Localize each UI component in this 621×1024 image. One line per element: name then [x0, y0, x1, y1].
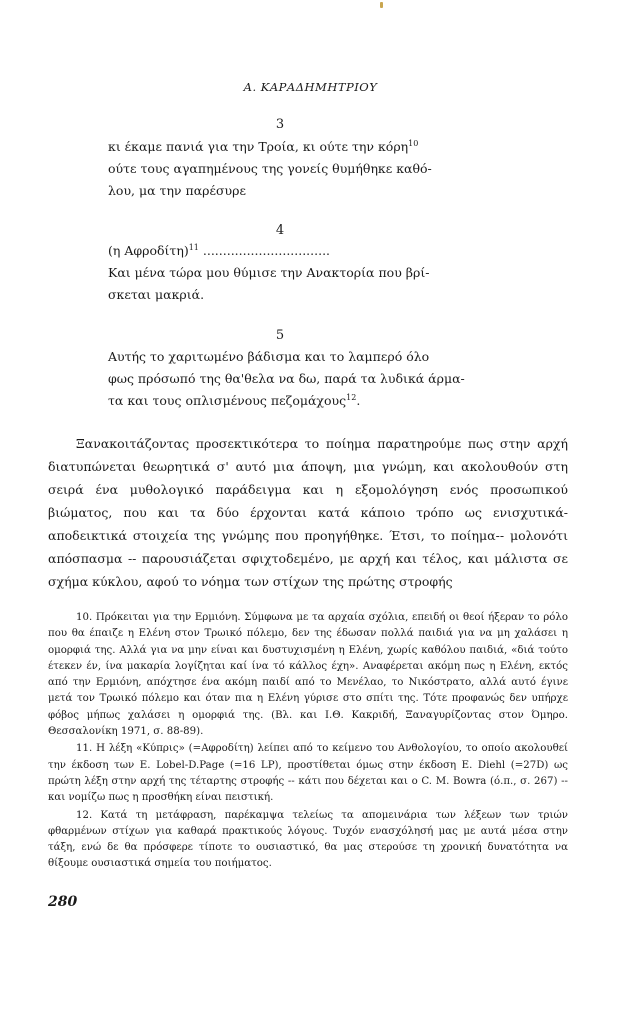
- verse-line: (η Αφροδίτη)$^{11}$ ................................: [108, 242, 331, 258]
- footnote-ref: 11: [188, 242, 199, 252]
- verse-line: κι έκαμε πανιά για την Τροία, κι ούτε την κόρη$^{10}$: [108, 138, 419, 154]
- footnote-10: 10. Πρόκειται για την Ερμιόνη. Σύμφωνα με τα αρχαία σχόλια, επειδή οι θεοί ήξεραν το ρόλο που θα έπαιζε η Ελένη στον Τρωικό πόλεμο, δεν της έδωσαν πολλά παιδιά για να μη χαλάσει η ομορφιά της. Αλλά για να μην είναι και δυστυχισμένη η Ελένη, χωρίς καθόλου παιδιά, «διά τούτο έτεκεν έν, ίνα μακαρία λογίζηται καί ίνα τό κάλλος έχη». Αναφέρεται ακόμη πως η Ελένη, εκτός από την Ερμιόνη, απόχτησε ένα ακόμη παιδί από το Μενέλαο, το Νικόστρατο, αλλά αυτό έγινε μετά τον Τρωικό πόλεμο και όταν πια η Ελένη γύρισε στο σπίτι της. Τότε προφανώς δεν υπήρχε φόβος μήπως χαλάσει η ομορφιά της. (Βλ. και Ι.Θ. Κακριδή, Ξαναγυρίζοντας στον Όμηρο. Θεσσαλονίκη 1971, σ. 88-89).: [48, 612, 568, 738]
- footnotes: [48, 610, 568, 874]
- stanza-number: 5: [275, 328, 285, 343]
- stanza-number: 3: [275, 117, 285, 132]
- stanza-4: [108, 240, 508, 306]
- stanza-5: [108, 346, 508, 412]
- verse-line: φως πρόσωπό της θα'θελα να δω, παρά τα λυδικά άρμα-: [108, 371, 465, 386]
- verse-line: ούτε τους αγαπημένους της γονείς θυμήθηκε καθό-: [108, 161, 432, 176]
- stanza-3: [108, 136, 508, 202]
- body-paragraph: Ξανακοιτάζοντας προσεκτικότερα το ποίημα παρατηρούμε πως στην αρχή διατυπώνεται θεωρητικά σ' αυτό μια άποψη, μια γνώμη, και ακολουθούν στη σειρά ένα μυθολογικό παράδειγμα και η εξομολόγηση ενός προσωπικού βιώματος, που και τα δύο έρχονται κατά κάποιο τρόπο ως ενισχυτικά-αποδεικτικά στοιχεία της γνώμης που προηγήθηκε. Έτσι, το ποίημα-- μολονότι απόσπασμα -- παρουσιάζεται σφιχτοδεμένο, με αρχή και τέλος, και μάλιστα σε σχήμα κύκλου, αφού το νόημα των στίχων της πρώτης στροφής: [48, 436, 568, 589]
- stanza-number: 4: [275, 223, 285, 238]
- verse-line: λου, μα την παρέσυρε: [108, 183, 246, 198]
- footnote-11: 11. Η λέξη «Κύπρις» (=Αφροδίτη) λείπει από το κείμενο του Ανθολογίου, το οποίο ακολουθεί την έκδοση των E. Lobel-D.Page (=16 LP), προστίθεται όμως στην έκδοση E. Diehl (=27D) ως πρώτη λέξη στην αρχή της τέταρτης στροφής -- κάτι που δέχεται και ο C. M. Bowra (ό.π., σ. 267) -- και νομίζω πως η προσθήκη είναι πειστική.: [48, 743, 568, 804]
- verse-line: σκεται μακριά.: [108, 287, 205, 302]
- running-head: Α. ΚΑΡΑΔΗΜΗΤΡΙΟΥ: [243, 80, 378, 94]
- scan-mark: [380, 2, 383, 8]
- verse-line: τα και τους οπλισμένους πεζομάχους$^{12}$.: [108, 392, 361, 408]
- footnote-12: 12. Κατά τη μετάφραση, παρέκαμψα τελείως τα απομεινάρια των λέξεων των τριών φθαρμένων στίχων για καθαρά πρακτικούς λόγους. Τυχόν ενασχόλησή μας με αυτά μέσα στην τάξη, ενώ δε θα πρόσφερε τίποτε το ουσιαστικό, θα μας στερούσε τη χρονική δυνατότητα να θίξουμε ουσιαστικά σημεία του ποιήματος.: [48, 809, 568, 870]
- footnote-ref: 12: [346, 392, 357, 402]
- page-number: 280: [48, 894, 78, 910]
- lacuna-dots: ................................: [202, 243, 331, 258]
- verse-line: Και μένα τώρα μου θύμισε την Ανακτορία που βρί-: [108, 265, 430, 280]
- verse-line: Αυτής το χαριτωμένο βάδισμα και το λαμπερό όλο: [108, 349, 430, 364]
- body-text: [48, 432, 568, 593]
- footnote-ref: 10: [408, 138, 419, 148]
